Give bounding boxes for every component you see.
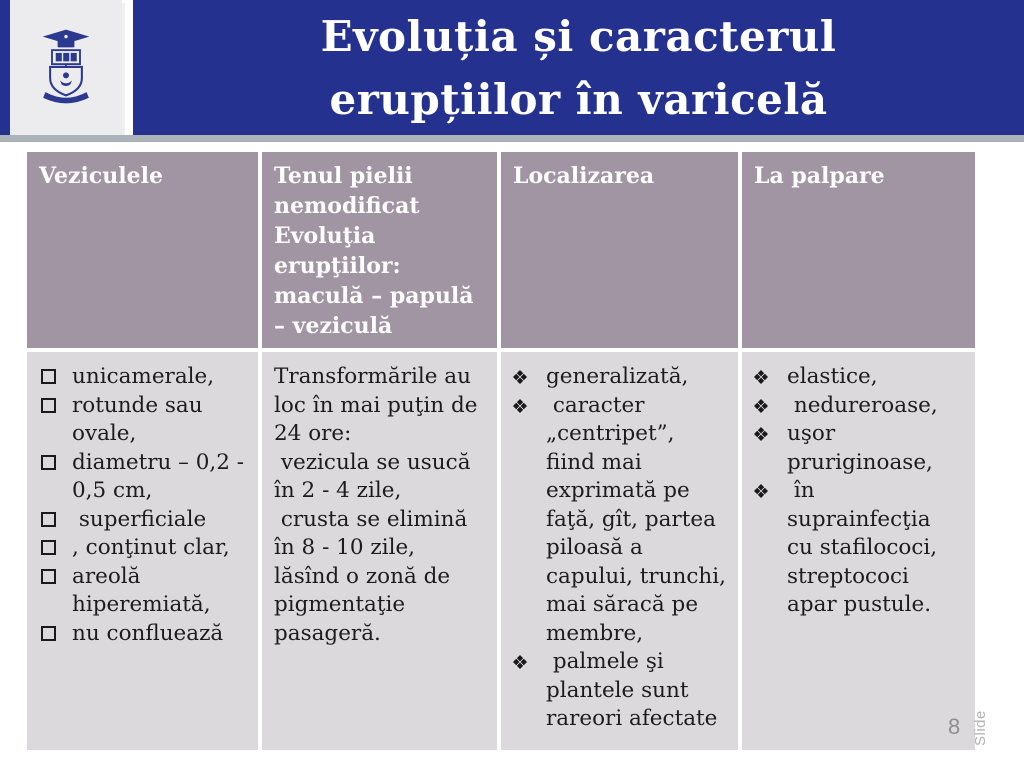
list-item	[754, 420, 963, 477]
square-bullet-icon	[39, 392, 72, 413]
diamond-bullet-icon	[513, 392, 546, 413]
diamond-bullet-icon	[513, 648, 546, 669]
list-item	[754, 392, 963, 421]
title-bar	[133, 0, 1024, 135]
text-line: Tenul pielii nemodificat	[274, 163, 421, 219]
list-item	[39, 534, 246, 563]
page-number: 8	[948, 714, 961, 739]
list-item	[513, 648, 726, 734]
list-item-text: uşor pruriginoase,	[787, 421, 933, 475]
list-item	[513, 392, 733, 649]
diamond-bullet-icon	[754, 392, 787, 413]
list-item-text: unicamerale,	[72, 364, 215, 389]
body-cell-evolutia-eruptiilor	[262, 352, 497, 750]
list-item-text: generalizată,	[546, 364, 689, 389]
text-line: vezicula se usucă în 2 - 4 zile,	[274, 449, 478, 503]
list-item	[39, 392, 246, 449]
list-item-text: palmele şi plantele sunt rareori afectate	[546, 649, 718, 731]
list-item-text: diametru – 0,2 - 0,5 cm,	[72, 449, 251, 503]
diamond-bullet-icon	[513, 363, 546, 384]
list-item-text: elastice,	[787, 364, 878, 389]
header-cell-la-palpare	[742, 152, 975, 348]
title-underline	[0, 135, 1024, 142]
university-crest-icon	[38, 28, 94, 108]
list-item	[39, 563, 246, 620]
list-item	[39, 620, 246, 649]
text-line: Veziculele	[39, 163, 163, 189]
left-accent-bar	[0, 0, 10, 135]
header-cell-veziculele	[27, 152, 258, 348]
slide-title-line-2: erupțiilor în varicelă	[329, 74, 828, 124]
list-item	[39, 506, 246, 535]
list-item	[754, 477, 963, 620]
list-item-text: caracter „centripet”, fiind mai exprimată pe faţă, gît, partea piloasă a capului, trunchi, mai săracă pe membre,	[546, 392, 733, 646]
list-item	[39, 363, 246, 392]
square-bullet-icon	[39, 563, 72, 584]
list-item-text: areolă hiperemiată,	[72, 563, 211, 617]
list-item-text: nedureroase,	[787, 392, 938, 418]
square-bullet-icon	[39, 620, 72, 641]
logo-plate	[10, 0, 122, 135]
text-line: La palpare	[754, 163, 885, 189]
header-cell-localizarea	[501, 152, 738, 348]
slide-title-line-1: Evoluția și caracterul	[320, 11, 837, 61]
body-cell-veziculele	[27, 352, 258, 750]
text-line: crusta se elimină în 8 - 10 zile, lăsînd o zonă de pigmentaţie pasageră.	[274, 506, 475, 646]
content-table	[27, 152, 975, 750]
list-item-text: , conţinut clar,	[72, 535, 230, 560]
text-line: Evoluţia erupţiilor: maculă – papulă – veziculă	[274, 223, 482, 339]
diamond-bullet-icon	[754, 477, 787, 498]
list-item-text: nu confluează	[72, 620, 224, 646]
list-item	[754, 363, 963, 392]
text-line: Transformările au loc în mai puţin de 24 ore:	[274, 364, 485, 446]
square-bullet-icon	[39, 363, 72, 384]
square-bullet-icon	[39, 534, 72, 555]
list-item-text: superficiale	[72, 506, 207, 532]
list-item	[39, 449, 251, 506]
header-cell-tenul-pielii	[262, 152, 497, 348]
text-line: Localizarea	[513, 163, 655, 189]
list-item-text: rotunde sau ovale,	[72, 392, 210, 446]
list-item	[513, 363, 726, 392]
diamond-bullet-icon	[754, 420, 787, 441]
body-cell-la-palpare	[742, 352, 975, 750]
diamond-bullet-icon	[754, 363, 787, 384]
list-item-text: în suprainfecţia cu stafilococi, streptococi apar pustule.	[787, 478, 944, 617]
body-cell-localizarea	[501, 352, 738, 750]
slide-label: Slide	[972, 710, 989, 746]
square-bullet-icon	[39, 506, 72, 527]
square-bullet-icon	[39, 449, 72, 470]
